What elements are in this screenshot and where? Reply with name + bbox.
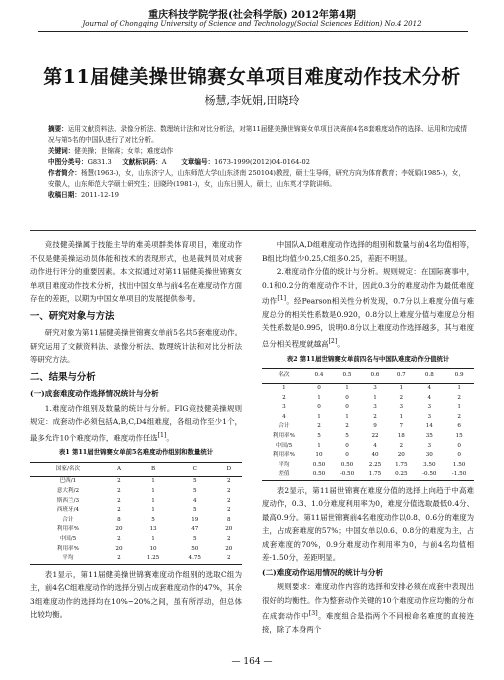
table2-cell: 1 [399,413,404,420]
journal-header-en: Journal of Chongqing University of Science and Technology(Social Sciences Edition) No.4 2012 [82,20,422,28]
table2-cell: 4 [282,413,286,420]
left-column [30,238,242,622]
intro-paragraph: 竞技健美操属于技能主导的难美项群类体育项目，难度动作不仅是健美操运动员体能和技术的表现形式，也是裁判员对成套动作进行评分的重要因素。本文拟通过对第11届健美操世锦赛女单项目难度动作技术分析，找出中国女单与前4名在难度动作方面存在的差距，以期为中国女单项目的发展提供参考。 [30,240,242,303]
table1-header-row [30,462,242,477]
table1-cell: 2 [227,478,231,485]
table1-row [30,487,242,497]
table2-row [262,394,474,404]
table2-cell: 14 [425,423,433,430]
table2-cell: 3 [427,413,432,420]
table2-cell: 1 [317,413,321,420]
table1-cell: 5 [192,478,197,485]
table1-row [30,516,242,526]
table2-cell: 4 [373,442,377,449]
table2-cell: 2 [399,442,404,449]
table2-cell: 1 [345,413,349,420]
table1-cell: 8 [227,516,231,523]
table1-cell: 19 [191,516,199,523]
table2-cell: 0 [345,452,349,459]
table2-cell: 平均 [278,461,290,468]
table2-cell: 40 [371,452,379,459]
table2-cell: 0 [457,442,461,449]
table1-cell: 1 [151,488,155,495]
table2-cell: 合计 [278,423,290,430]
table2-cell: 利用率% [272,452,295,459]
table1-body [30,477,242,564]
table1-cell: 巴西/1 [59,478,77,485]
received-date: 收稿日期：2011-12-19 [48,191,119,199]
table2-cell: 3 [399,404,404,411]
table1-cell: 4 [192,497,197,504]
right-column [262,238,474,637]
table1-header-cell: C [174,462,216,477]
table2-row [262,470,474,480]
header-rule [38,31,468,32]
subsection-heading-1: (一)成套难度动作选择情况统计与分析 [30,389,159,398]
table2-cell: 0 [457,452,461,459]
table1-cell: 20 [115,545,123,552]
table2-cell: 15 [455,432,463,439]
table1 [30,462,242,565]
table2-cell: 5 [317,432,321,439]
table2-cell: 3 [282,404,286,411]
abstract: 摘要：运用文献资料法、录像分析法、数理统计法和对比分析法，对第11届健美操世锦赛女单项目决赛前4名8套难度动作的选择、运用和完成情况与第5名的中国队进行了对比分析。 [48,125,467,144]
table2-cell: 1.50 [452,461,466,468]
table2-cell: 0 [345,404,349,411]
table1-cell: 1 [151,497,155,504]
table2-cell: 1 [399,384,404,391]
table1-row [30,506,242,516]
table2-row [262,451,474,461]
table2-cell: 2 [373,413,377,420]
table2-cell: -0.50 [422,471,437,478]
group-count-paragraph: 1.难度动作组别及数量的统计与分析。FIG竞技健美操规则规定：成套动作必须包括A,B,C,D4组难度，各组动作至少1个，最多允许10个难度动作，难度动作任选[1]。 [30,403,242,442]
table2-cell: 3.50 [423,461,436,468]
table2-cell: 9 [373,423,377,430]
table2-cell: 2 [457,413,461,420]
table1-cell: 中国/5 [59,536,77,543]
table1-row [30,554,242,564]
table1-cell: 5 [192,507,197,514]
table2-cell: 0 [317,384,321,391]
table2-cell: 0 [345,442,349,449]
table1-cell: 2 [227,497,231,504]
table1-cell: 平均 [62,555,74,562]
table1-cell: 西班牙/4 [56,507,80,514]
section-heading-2: 二、结果与分析 [30,371,96,383]
table2-cell: 0.50 [312,471,326,478]
table2-cell: 0.50 [340,461,354,468]
table2-row [262,413,474,423]
table1-caption: 表1 第11届世锦赛女单前5名难度动作组别和数量统计 [58,448,214,457]
table2-cell: 5 [345,432,349,439]
table2-cell: -1.50 [451,471,467,478]
article-metadata [48,124,468,201]
table1-cell: 2 [117,478,121,485]
table2-header-cell: 0.6 [362,369,388,384]
table1-cell: 1.25 [146,555,160,562]
table2-cell: 20 [397,452,405,459]
table2-row [262,403,474,413]
table2-cell: 35 [425,432,433,439]
page-number: — 164 — [231,657,273,667]
table2-cell: 10 [315,452,323,459]
table2-cell: 7 [399,423,404,430]
table2-cell: 2.25 [368,461,382,468]
table1-cell: 5 [151,516,155,523]
table2-cell: 1 [282,384,286,391]
table1-cell: 13 [149,526,157,533]
table2-caption: 表2 第11届世锦赛女单前四名与中国队难度动作分值统计 [286,354,450,363]
table2-row [262,461,474,471]
table2-cell: 0.25 [395,471,408,478]
table2-cell: 1.75 [368,471,382,478]
table2-cell: 利用率% [272,432,295,439]
table2-row [262,422,474,432]
table1-cell: 合计 [62,516,74,523]
table2-cell: 2 [282,394,286,401]
table2-header-cell: 名次 [262,369,306,384]
meta-rule [30,230,476,231]
table1-cell: 2 [117,497,121,504]
author-info: 作者简介：杨慧(1963-)，女，山东济宁人，山东师范大学(山东济南 250104)教授，硕士生导师，研究方向为体育教育；李妩娟(1985-)，女，安徽人，山东师范大学硕士研究生；田晓玲(1981-)，女，山东日照人，硕士，山东英才学院讲师。 [48,169,465,188]
table2-cell: 2 [345,423,349,430]
table1-cell: 1 [151,536,155,543]
table2-cell: 1 [373,394,377,401]
china-group-paragraph: 中国队A,D组难度动作选择的组别和数量与前4名均值相等，B组比均值少0.25,C组多0.25，差距不明显。 [262,240,474,263]
classification: 中图分类号：G831.3 文献标识码：A 文章编号：1673-1999(2012)04-0164-02 [48,158,310,166]
table2-cell: 0 [345,394,349,401]
table1-cell: 2 [227,507,231,514]
table1-cell: 5 [192,488,197,495]
table2-cell: -0.50 [339,471,355,478]
table2-header-cell: 0.8 [414,369,444,384]
table1-cell: 20 [225,545,233,552]
article-title: 第11届健美操世锦赛女单项目难度动作技术分析 [43,66,461,88]
table2-cell: 1 [317,442,321,449]
table2-row [262,442,474,452]
score-analysis-paragraph: 2.难度动作分值的统计与分析。规则规定：在国际赛事中，0.1和0.2分的难度动作不计，因此0.3分的难度动作为最低难度动作[1]。经Pearson相关性分析发现，0.7分以上难度分值与难度总分的相关性系数是0.920，0.8分以上难度分值与难度总分相关性系数是0.995，说明0.8分以上难度动作选择越多，其与难度总分相关程度就越高[2]。 [262,267,474,349]
table2-header-cell: 0.4 [306,369,332,384]
table1-cell: 5 [192,536,197,543]
table1-cell: 利用率% [56,526,79,533]
section-heading-1: 一、研究对象与方法 [30,310,115,322]
subsection-heading-2: (二)难度动作运用情况的统计与分析 [262,567,384,577]
table2-cell: 18 [397,432,405,439]
table2-row [262,383,474,393]
methods-paragraph: 研究对象为第11届健美操世锦赛女单前5名共5套难度动作。研究运用了文献资料法、录像分析法、数理统计法和对比分析法等研究方法。 [30,328,242,364]
table2-header-row [262,369,474,384]
table1-header-cell: D [216,462,242,477]
table1-cell: 1 [151,507,155,514]
table1-row [30,477,242,487]
table2-cell: 4 [427,394,432,401]
table2-cell: 1 [457,384,461,391]
table1-row [30,525,242,535]
table2-cell: 1.75 [395,461,408,468]
table1-cell: 20 [225,526,233,533]
table1-cell: 2 [117,555,121,562]
table2-cell: 差值 [278,471,290,478]
table1-cell: 斯西兰/3 [56,497,80,504]
table1-analysis: 表1显示，第11届健美操世锦赛难度动作组别的选取C组为主，前4名C组难度动作的选择分别占成套难度动作的47%，其余3组难度动作的选择均在10%~20%之间，虽有所浮动，但总体比较均衡。 [30,569,242,620]
usage-paragraph: 规则要求：难度动作内容的选择和安排必须在成套中表现出很好的均衡性。作为整套动作关键的10个难度动作应均衡的分布在成套动作中[3]。难度组合是指两个不同根命名难度的直接连接，除了本身两个 [262,582,474,635]
table2-cell: 中国/5 [275,442,293,449]
table2-cell: 1 [457,404,461,411]
table2-body [262,383,474,480]
table1-cell: 利用率% [56,545,79,552]
table2-cell: 2 [399,394,404,401]
table1-cell: 2 [117,507,121,514]
table2-cell: 3 [373,384,377,391]
table1-row [30,497,242,507]
table1-cell: 2 [227,555,231,562]
table2-cell: 1 [345,384,349,391]
table2-cell: 30 [425,452,433,459]
table1-cell: 2 [117,536,121,543]
table2-header-cell: 0.9 [444,369,474,384]
table2-cell: 2 [457,394,461,401]
table1-cell: 2 [227,488,231,495]
table2-header-cell: 0.7 [388,369,414,384]
table2-cell: 0.50 [312,461,326,468]
table1-cell: 10 [149,545,157,552]
table2-cell: 2 [317,423,321,430]
table1-header-cell: B [132,462,174,477]
table1-row [30,545,242,555]
table1-cell: 47 [191,526,199,533]
table2-cell: 3 [373,404,377,411]
table2-cell: 22 [371,432,379,439]
table2-row [262,432,474,442]
table1-cell: 4.75 [188,555,201,562]
table2-cell: 3 [427,404,432,411]
table2-cell: 4 [427,384,432,391]
table1-row [30,535,242,545]
table2 [262,368,474,480]
table1-cell: 20 [115,526,123,533]
keywords: 关键词：健美操；世锦赛；女单；难度动作 [48,147,174,155]
table2-cell: 6 [457,423,461,430]
table2-cell: 1 [317,394,321,401]
table2-header-cell: 0.5 [332,369,362,384]
journal-header-cn: 重庆科技学院学报(社会科学版) 2012年第4期 [148,10,356,21]
table2-cell: 0 [317,404,321,411]
table1-cell: 意大利/2 [56,488,80,495]
table2-cell: 3 [427,442,432,449]
table1-header-cell: 国家/名次 [30,462,106,477]
table1-cell: 50 [191,545,199,552]
table1-cell: 2 [117,488,121,495]
article-authors: 杨慧,李妩娟,田晓玲 [204,94,300,107]
table2-analysis: 表2显示，第11届世锦赛在难度分值的选择上向趋于中高难度动作，0.3、1.0分难度利用率为0，难度分值选取最低0.4分、最高0.9分。第11届世锦赛前4名难度动作以0.8、0.6分的难度为主，占成套难度的57%；中国女单以0.6、0.8分的难度为主，占成套难度的70%，0.9分难度动作利用率为0，与前4名均值相差-1.50分，差距明显。 [262,485,474,563]
table1-cell: 8 [117,516,121,523]
table1-header-cell: A [106,462,132,477]
table1-cell: 1 [151,478,155,485]
table1-cell: 2 [227,536,231,543]
